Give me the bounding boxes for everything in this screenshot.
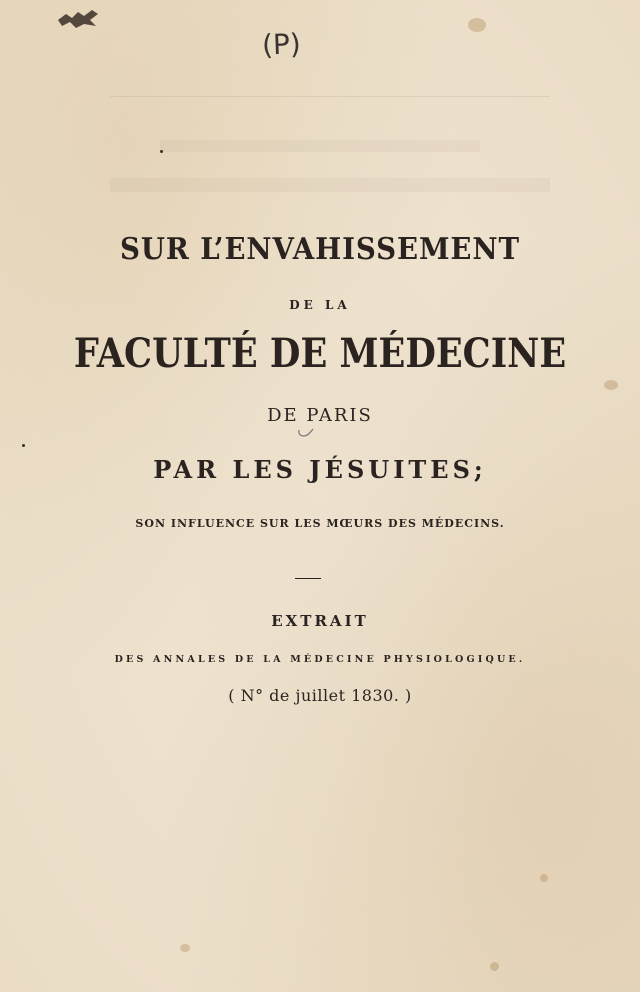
pencil-check-mark-icon (296, 426, 316, 440)
section-divider (295, 578, 321, 579)
foxing-stain (490, 962, 499, 971)
title-connector: DE LA (289, 298, 351, 312)
foxing-stain (604, 380, 618, 390)
ink-speck (22, 444, 25, 447)
issue-date: ( N° de juillet 1830. ) (228, 686, 412, 705)
title-line-4: PAR LES JÉSUITES; (153, 455, 487, 484)
extract-heading: EXTRAIT (271, 612, 369, 630)
extract-source: DES ANNALES DE LA MÉDECINE PHYSIOLOGIQUE. (114, 654, 526, 665)
bleed-through (110, 178, 550, 192)
title-line-2: FACULTÉ DE MÉDECINE (73, 330, 567, 377)
title-line-3: DE PARIS (267, 405, 373, 426)
ink-speck (160, 150, 163, 153)
foxing-stain (468, 18, 486, 32)
foxing-stain (180, 944, 190, 952)
bleed-through (160, 140, 480, 152)
shelf-mark: (P) (261, 27, 302, 62)
ink-blot-icon (56, 6, 100, 30)
title-line-1: SUR L’ENVAHISSEMENT (119, 232, 520, 267)
subtitle: SON INFLUENCE SUR LES MŒURS DES MÉDECINS. (135, 517, 505, 530)
foxing-stain (540, 874, 548, 882)
bleed-through (110, 96, 550, 97)
